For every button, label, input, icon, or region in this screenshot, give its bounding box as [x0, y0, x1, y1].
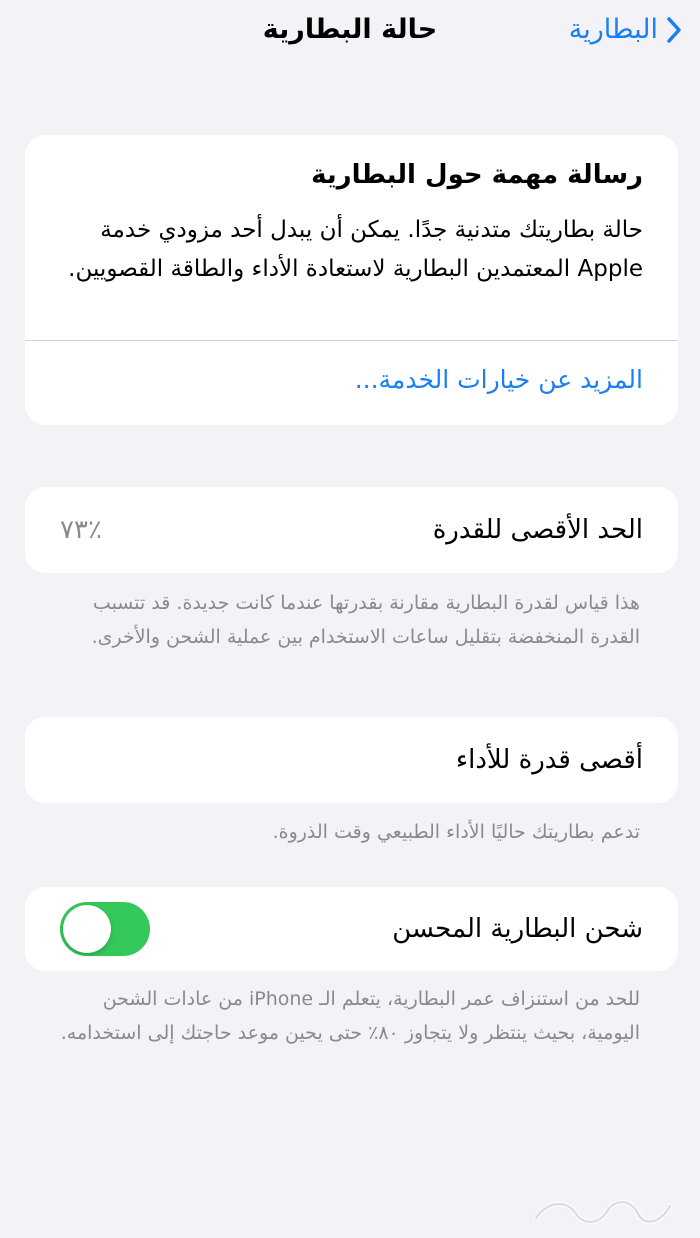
- chevron-right-icon: [666, 16, 682, 44]
- max-capacity-row: [25, 487, 678, 573]
- haraj-watermark-logo: [528, 1188, 678, 1233]
- navigation-bar: [0, 0, 700, 70]
- max-capacity-description: هذا قياس لقدرة البطارية مقارنة بقدرتها عندما كانت جديدة. قد تتسبب القدرة المنخفضة بتقليل ساعات الاستخدام بين عملية الشحن والأخرى.: [91, 592, 640, 648]
- max-capacity-value: ٪٧٣: [60, 515, 102, 545]
- optimized-charging-description: للحد من استنزاف عمر البطارية، يتعلم الـ iPhone من عادات الشحن اليومية، بحيث ينتظر ولا يتجاوز ٨٠٪ حتى يحين موعد حاجتك إلى استخدامه.: [60, 988, 640, 1044]
- optimized-charging-toggle[interactable]: [60, 902, 150, 956]
- divider: [25, 340, 678, 341]
- back-button[interactable]: [569, 14, 682, 45]
- toggle-knob: [63, 905, 111, 953]
- service-options-link[interactable]: المزيد عن خيارات الخدمة...: [354, 365, 643, 394]
- back-button-label: البطارية: [568, 14, 658, 45]
- peak-performance-row: [25, 717, 678, 803]
- notice-title: رسالة مهمة حول البطارية: [311, 160, 643, 190]
- optimized-charging-row: [25, 887, 678, 971]
- peak-performance-label: أقصى قدرة للأداء: [455, 745, 643, 775]
- peak-performance-description: تدعم بطاريتك حاليًا الأداء الطبيعي وقت الذروة.: [272, 821, 640, 843]
- max-capacity-label: الحد الأقصى للقدرة: [432, 515, 643, 545]
- battery-notice-card: [25, 135, 678, 425]
- page-title: حالة البطارية: [262, 14, 438, 45]
- optimized-charging-label: شحن البطارية المحسن: [392, 914, 643, 944]
- notice-body: حالة بطاريتك متدنية جدًا. يمكن أن يبدل أحد مزودي خدمة Apple المعتمدين البطارية لاستعادة الأداء والطاقة القصويين.: [68, 217, 643, 282]
